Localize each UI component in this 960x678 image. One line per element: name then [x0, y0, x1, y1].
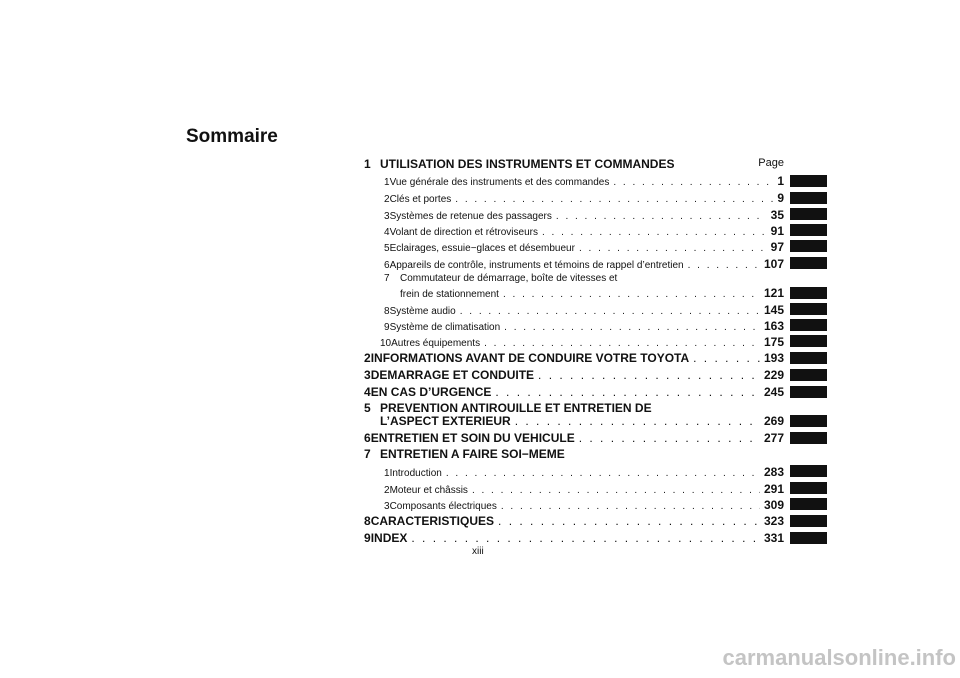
section-tab[interactable] — [790, 498, 827, 510]
chapter-title: INDEX — [370, 531, 408, 545]
entry-title: Vue générale des instruments et des commandes — [389, 177, 610, 188]
footer-page-number: xiii — [472, 546, 484, 557]
chapter-title: CARACTERISTIQUES — [370, 514, 495, 528]
section-tab[interactable] — [790, 432, 827, 444]
dot-leader — [446, 468, 760, 479]
toc-chapter-4[interactable] — [364, 385, 784, 399]
entry-page: 291 — [763, 482, 784, 496]
dot-leader — [579, 243, 767, 254]
chapter-title: EN CAS D’URGENCE — [370, 385, 492, 399]
dot-leader — [455, 194, 773, 205]
chapter-title: DEMARRAGE ET CONDUITE — [370, 368, 535, 382]
toc-chapter-8[interactable] — [364, 514, 784, 528]
chapter-page: 229 — [763, 368, 784, 382]
entry-page: 283 — [763, 465, 784, 479]
chapter-number: 3 — [364, 368, 371, 382]
chapter-title: INFORMATIONS AVANT DE CONDUIRE VOTRE TOYOTA — [370, 351, 690, 365]
toc-chapter-9[interactable] — [364, 531, 784, 545]
dot-leader — [460, 306, 760, 317]
entry-number: 2 — [384, 485, 390, 496]
toc-entry-1-9[interactable] — [384, 319, 784, 333]
toc-entry-1-8[interactable] — [384, 303, 784, 317]
entry-title: Appareils de contrôle, instruments et témoins de rappel d’entretien — [389, 260, 684, 271]
toc-chapter-2[interactable] — [364, 351, 784, 365]
section-tab[interactable] — [790, 192, 827, 204]
toc-entry-1-5[interactable] — [384, 240, 784, 254]
entry-number: 5 — [384, 243, 390, 254]
dot-leader — [501, 501, 760, 512]
section-tab[interactable] — [790, 465, 827, 477]
toc-chapter-5-line1[interactable] — [364, 401, 652, 415]
toc-entry-1-7[interactable] — [400, 286, 784, 300]
page-title: Sommaire — [186, 126, 278, 147]
toc-entry-1-3[interactable] — [384, 208, 784, 222]
entry-page: 145 — [763, 303, 784, 317]
entry-title: Systèmes de retenue des passagers — [389, 211, 552, 222]
entry-title: Eclairages, essuie−glaces et désembueur — [389, 243, 575, 254]
chapter-page: 269 — [763, 414, 784, 428]
section-tab[interactable] — [790, 386, 827, 398]
toc-entry-7-2[interactable] — [384, 482, 784, 496]
dot-leader — [498, 514, 760, 528]
chapter-number: 8 — [364, 514, 371, 528]
dot-leader — [542, 227, 767, 238]
page-column-label: Page — [758, 157, 784, 169]
entry-number: 6 — [384, 260, 390, 271]
dot-leader — [693, 351, 760, 365]
dot-leader — [503, 289, 760, 300]
entry-page: 175 — [763, 335, 784, 349]
chapter-title: ENTRETIEN A FAIRE SOI−MEME — [380, 447, 565, 461]
toc-chapter-7[interactable] — [364, 447, 569, 461]
chapter-page: 323 — [763, 514, 784, 528]
toc-entry-7-3[interactable] — [384, 498, 784, 512]
dot-leader — [556, 211, 767, 222]
entry-page: 91 — [770, 224, 784, 238]
entry-number: 3 — [384, 501, 390, 512]
chapter-page: 331 — [763, 531, 784, 545]
entry-title: Composants électriques — [389, 501, 497, 512]
entry-page: 163 — [763, 319, 784, 333]
entry-number: 7 — [384, 273, 390, 284]
section-tab[interactable] — [790, 240, 827, 252]
section-tab[interactable] — [790, 532, 827, 544]
entry-page: 9 — [777, 191, 784, 205]
entry-title-line1: Commutateur de démarrage, boîte de vitesses et — [400, 273, 618, 284]
watermark: carmanualsonline.info — [722, 645, 956, 670]
chapter-page: 245 — [763, 385, 784, 399]
dot-leader — [515, 414, 760, 428]
entry-number: 3 — [384, 211, 390, 222]
section-tab[interactable] — [790, 319, 827, 331]
chapter-number: 4 — [364, 385, 371, 399]
section-tab[interactable] — [790, 352, 827, 364]
entry-title: Introduction — [389, 468, 442, 479]
dot-leader — [613, 177, 773, 188]
entry-number: 1 — [384, 177, 390, 188]
dot-leader — [495, 385, 760, 399]
dot-leader — [504, 322, 760, 333]
dot-leader — [538, 368, 760, 382]
toc-entry-1-2[interactable] — [384, 191, 784, 205]
section-tab[interactable] — [790, 224, 827, 236]
entry-page: 309 — [763, 498, 784, 512]
toc-chapter-5[interactable] — [380, 414, 784, 428]
entry-title: frein de stationnement — [400, 289, 499, 300]
section-tab[interactable] — [790, 303, 827, 315]
toc-entry-1-4[interactable] — [384, 224, 784, 238]
chapter-number: 9 — [364, 531, 371, 545]
entry-page: 35 — [770, 208, 784, 222]
toc-entry-1-6[interactable] — [384, 257, 784, 271]
entry-number: 9 — [384, 322, 390, 333]
entry-page: 107 — [763, 257, 784, 271]
toc-entry-1-7-line1[interactable] — [384, 273, 617, 284]
section-tab[interactable] — [790, 369, 827, 381]
toc-chapter-6[interactable] — [364, 431, 784, 445]
toc-chapter-1[interactable] — [364, 157, 678, 171]
toc-chapter-3[interactable] — [364, 368, 784, 382]
entry-page: 1 — [777, 174, 784, 188]
section-tab[interactable] — [790, 335, 827, 347]
section-tab[interactable] — [790, 515, 827, 527]
entry-title: Autres équipements — [391, 338, 481, 349]
dot-leader — [688, 260, 760, 271]
chapter-number: 6 — [364, 431, 371, 445]
section-tab[interactable] — [790, 287, 827, 299]
dot-leader — [484, 338, 760, 349]
entry-number: 8 — [384, 306, 390, 317]
entry-title: Système de climatisation — [389, 322, 501, 333]
entry-title: Système audio — [389, 306, 456, 317]
toc-entry-1-1[interactable] — [384, 174, 784, 188]
entry-number: 1 — [384, 468, 390, 479]
dot-leader — [411, 531, 760, 545]
chapter-number: 1 — [364, 157, 371, 171]
entry-page: 97 — [770, 240, 784, 254]
entry-title: Volant de direction et rétroviseurs — [389, 227, 538, 238]
section-tab[interactable] — [790, 175, 827, 187]
dot-leader — [472, 485, 760, 496]
chapter-number: 5 — [364, 401, 371, 415]
entry-page: 121 — [763, 286, 784, 300]
section-tab[interactable] — [790, 208, 827, 220]
chapter-title: UTILISATION DES INSTRUMENTS ET COMMANDES — [380, 157, 675, 171]
toc-entry-1-10[interactable] — [380, 335, 784, 349]
section-tab[interactable] — [790, 482, 827, 494]
chapter-title-line1: PREVENTION ANTIROUILLE ET ENTRETIEN DE — [380, 401, 652, 415]
chapter-number: 7 — [364, 447, 371, 461]
section-tab[interactable] — [790, 415, 827, 427]
entry-number: 10 — [380, 338, 392, 349]
entry-number: 4 — [384, 227, 390, 238]
section-tab[interactable] — [790, 257, 827, 269]
toc-entry-7-1[interactable] — [384, 465, 784, 479]
entry-title: Moteur et châssis — [389, 485, 468, 496]
entry-title: Clés et portes — [389, 194, 452, 205]
chapter-title: L’ASPECT EXTERIEUR — [380, 414, 511, 428]
chapter-page: 277 — [763, 431, 784, 445]
dot-leader — [579, 431, 760, 445]
chapter-page: 193 — [763, 351, 784, 365]
chapter-number: 2 — [364, 351, 371, 365]
entry-number: 2 — [384, 194, 390, 205]
chapter-title: ENTRETIEN ET SOIN DU VEHICULE — [370, 431, 575, 445]
